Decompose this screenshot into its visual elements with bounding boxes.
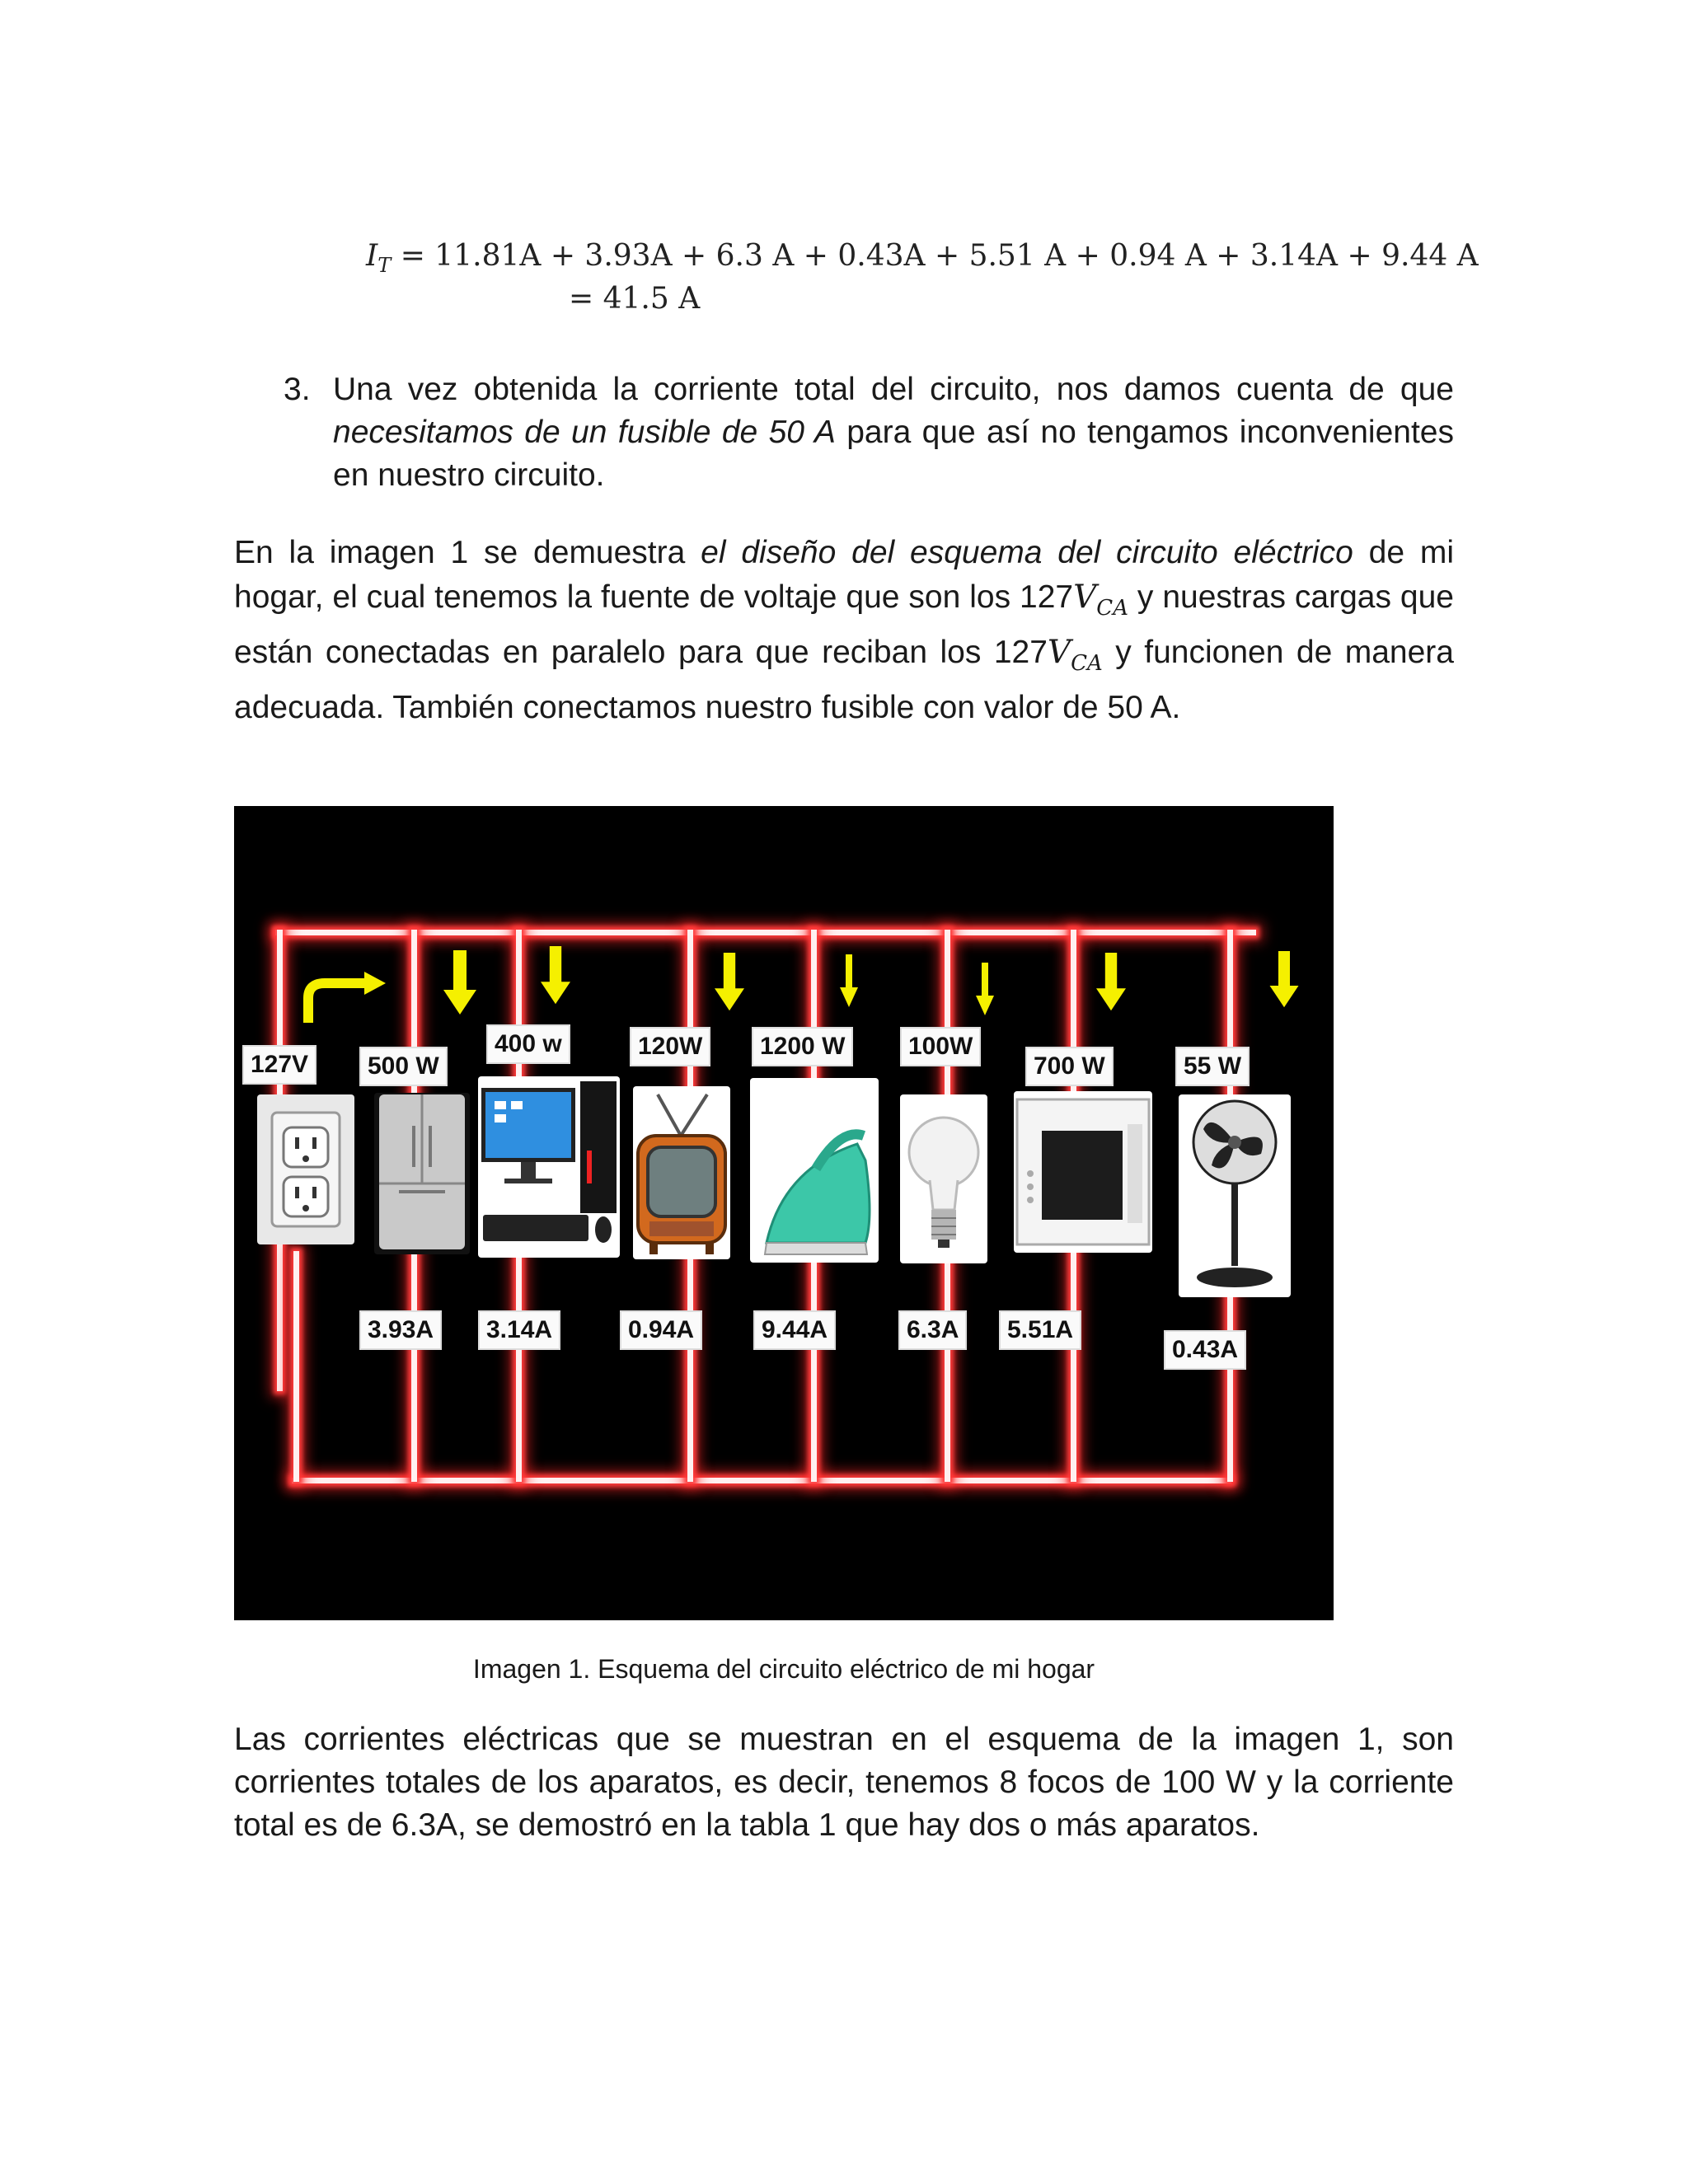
curved-arrow-icon: [300, 967, 391, 1024]
power-label: 400 w: [486, 1024, 570, 1064]
microwave-image: [1014, 1091, 1152, 1253]
current-label: 0.94A: [620, 1310, 702, 1350]
down-arrow-icon: [715, 953, 744, 1012]
down-arrow-icon: [1096, 953, 1126, 1012]
current-label: 3.93A: [359, 1310, 442, 1350]
down-arrow-icon: [443, 950, 476, 1016]
light-bulb-image: [900, 1094, 987, 1263]
microwave-icon: [1014, 1091, 1152, 1253]
down-arrow-icon: [976, 963, 994, 1017]
source-voltage-label: 127V: [242, 1045, 316, 1085]
refrigerator-image: [374, 1093, 470, 1254]
fan-icon: [1179, 1094, 1291, 1297]
down-arrow-icon: [541, 946, 570, 1005]
list-text: Una vez obtenida la corriente total del circuito, nos damos cuenta de que necesitamos de un fusible de 50 A para que así no tengamos inconvenientes en nuestro circuito.: [333, 372, 1454, 493]
computer-icon: [478, 1076, 620, 1258]
iron-image: [750, 1078, 879, 1263]
figure-caption: Imagen 1. Esquema del circuito eléctrico de mi hogar: [472, 1654, 1095, 1684]
refrigerator-icon: [374, 1093, 470, 1254]
iron-icon: [750, 1078, 879, 1263]
power-label: 1200 W: [752, 1027, 853, 1066]
power-label: 100W: [900, 1027, 981, 1066]
equation-line-2: = 41.5 A: [569, 282, 701, 316]
equation-line-1: $I_T = 11.81A + 3.93A + 6.3$ A + 0.43A + 5.51 A + 0.94 A + 3.14A + 9.44 A: [366, 239, 1479, 278]
down-arrow-icon: [1269, 951, 1299, 1009]
equation-lhs: I: [366, 239, 378, 273]
down-arrow-icon: [840, 954, 858, 1009]
source-wire: [293, 1251, 299, 1482]
outlet-icon: [257, 1094, 354, 1244]
list-item-3: [284, 368, 1454, 497]
television-icon: [633, 1086, 730, 1259]
current-label: 9.44A: [753, 1310, 836, 1350]
power-label: 55 W: [1175, 1047, 1250, 1086]
current-label: 3.14A: [478, 1310, 560, 1350]
bottom-bus-wire: [292, 1478, 1231, 1483]
top-bus-wire: [275, 930, 1256, 935]
power-label: 700 W: [1025, 1047, 1114, 1086]
paragraph-1: En la imagen 1 se demuestra el diseño del esquema del circuito eléctrico de mi hogar, el cual tenemos la fuente de voltaje que son los $127V_{CA}$ y nuestras cargas que están conectadas en paralelo para que reciban los $127V_{CA}$ y funcionen de manera adecuada. También conectamos nuestro fusible con valor de 50 A.: [234, 535, 1455, 725]
power-label: 120W: [630, 1027, 710, 1066]
light-bulb-icon: [900, 1094, 987, 1263]
current-label: 6.3A: [898, 1310, 967, 1350]
circuit-diagram-image: [234, 806, 1334, 1620]
current-label: 5.51A: [999, 1310, 1081, 1350]
power-label: 500 W: [359, 1047, 448, 1086]
paragraph-2: Las corrientes eléctricas que se muestran en el esquema de la imagen 1, son corrientes totales de los aparatos, es decir, tenemos 8 focos de 100 W y la corriente total es de 6.3A, se demostró en la tabla 1 que hay dos o más aparatos.: [234, 1722, 1454, 1843]
computer-image: [478, 1076, 620, 1258]
fan-image: [1179, 1094, 1291, 1297]
current-label: 0.43A: [1164, 1330, 1246, 1370]
outlet-image: [257, 1094, 354, 1244]
list-number: 3.: [284, 372, 311, 407]
equation-rhs: = 11.81A + 3.93A + 6.3 A + 0.43A + 5.51 A + 0.94 A + 3.14A + 9.44 A: [400, 239, 1479, 273]
television-image: [633, 1086, 730, 1259]
